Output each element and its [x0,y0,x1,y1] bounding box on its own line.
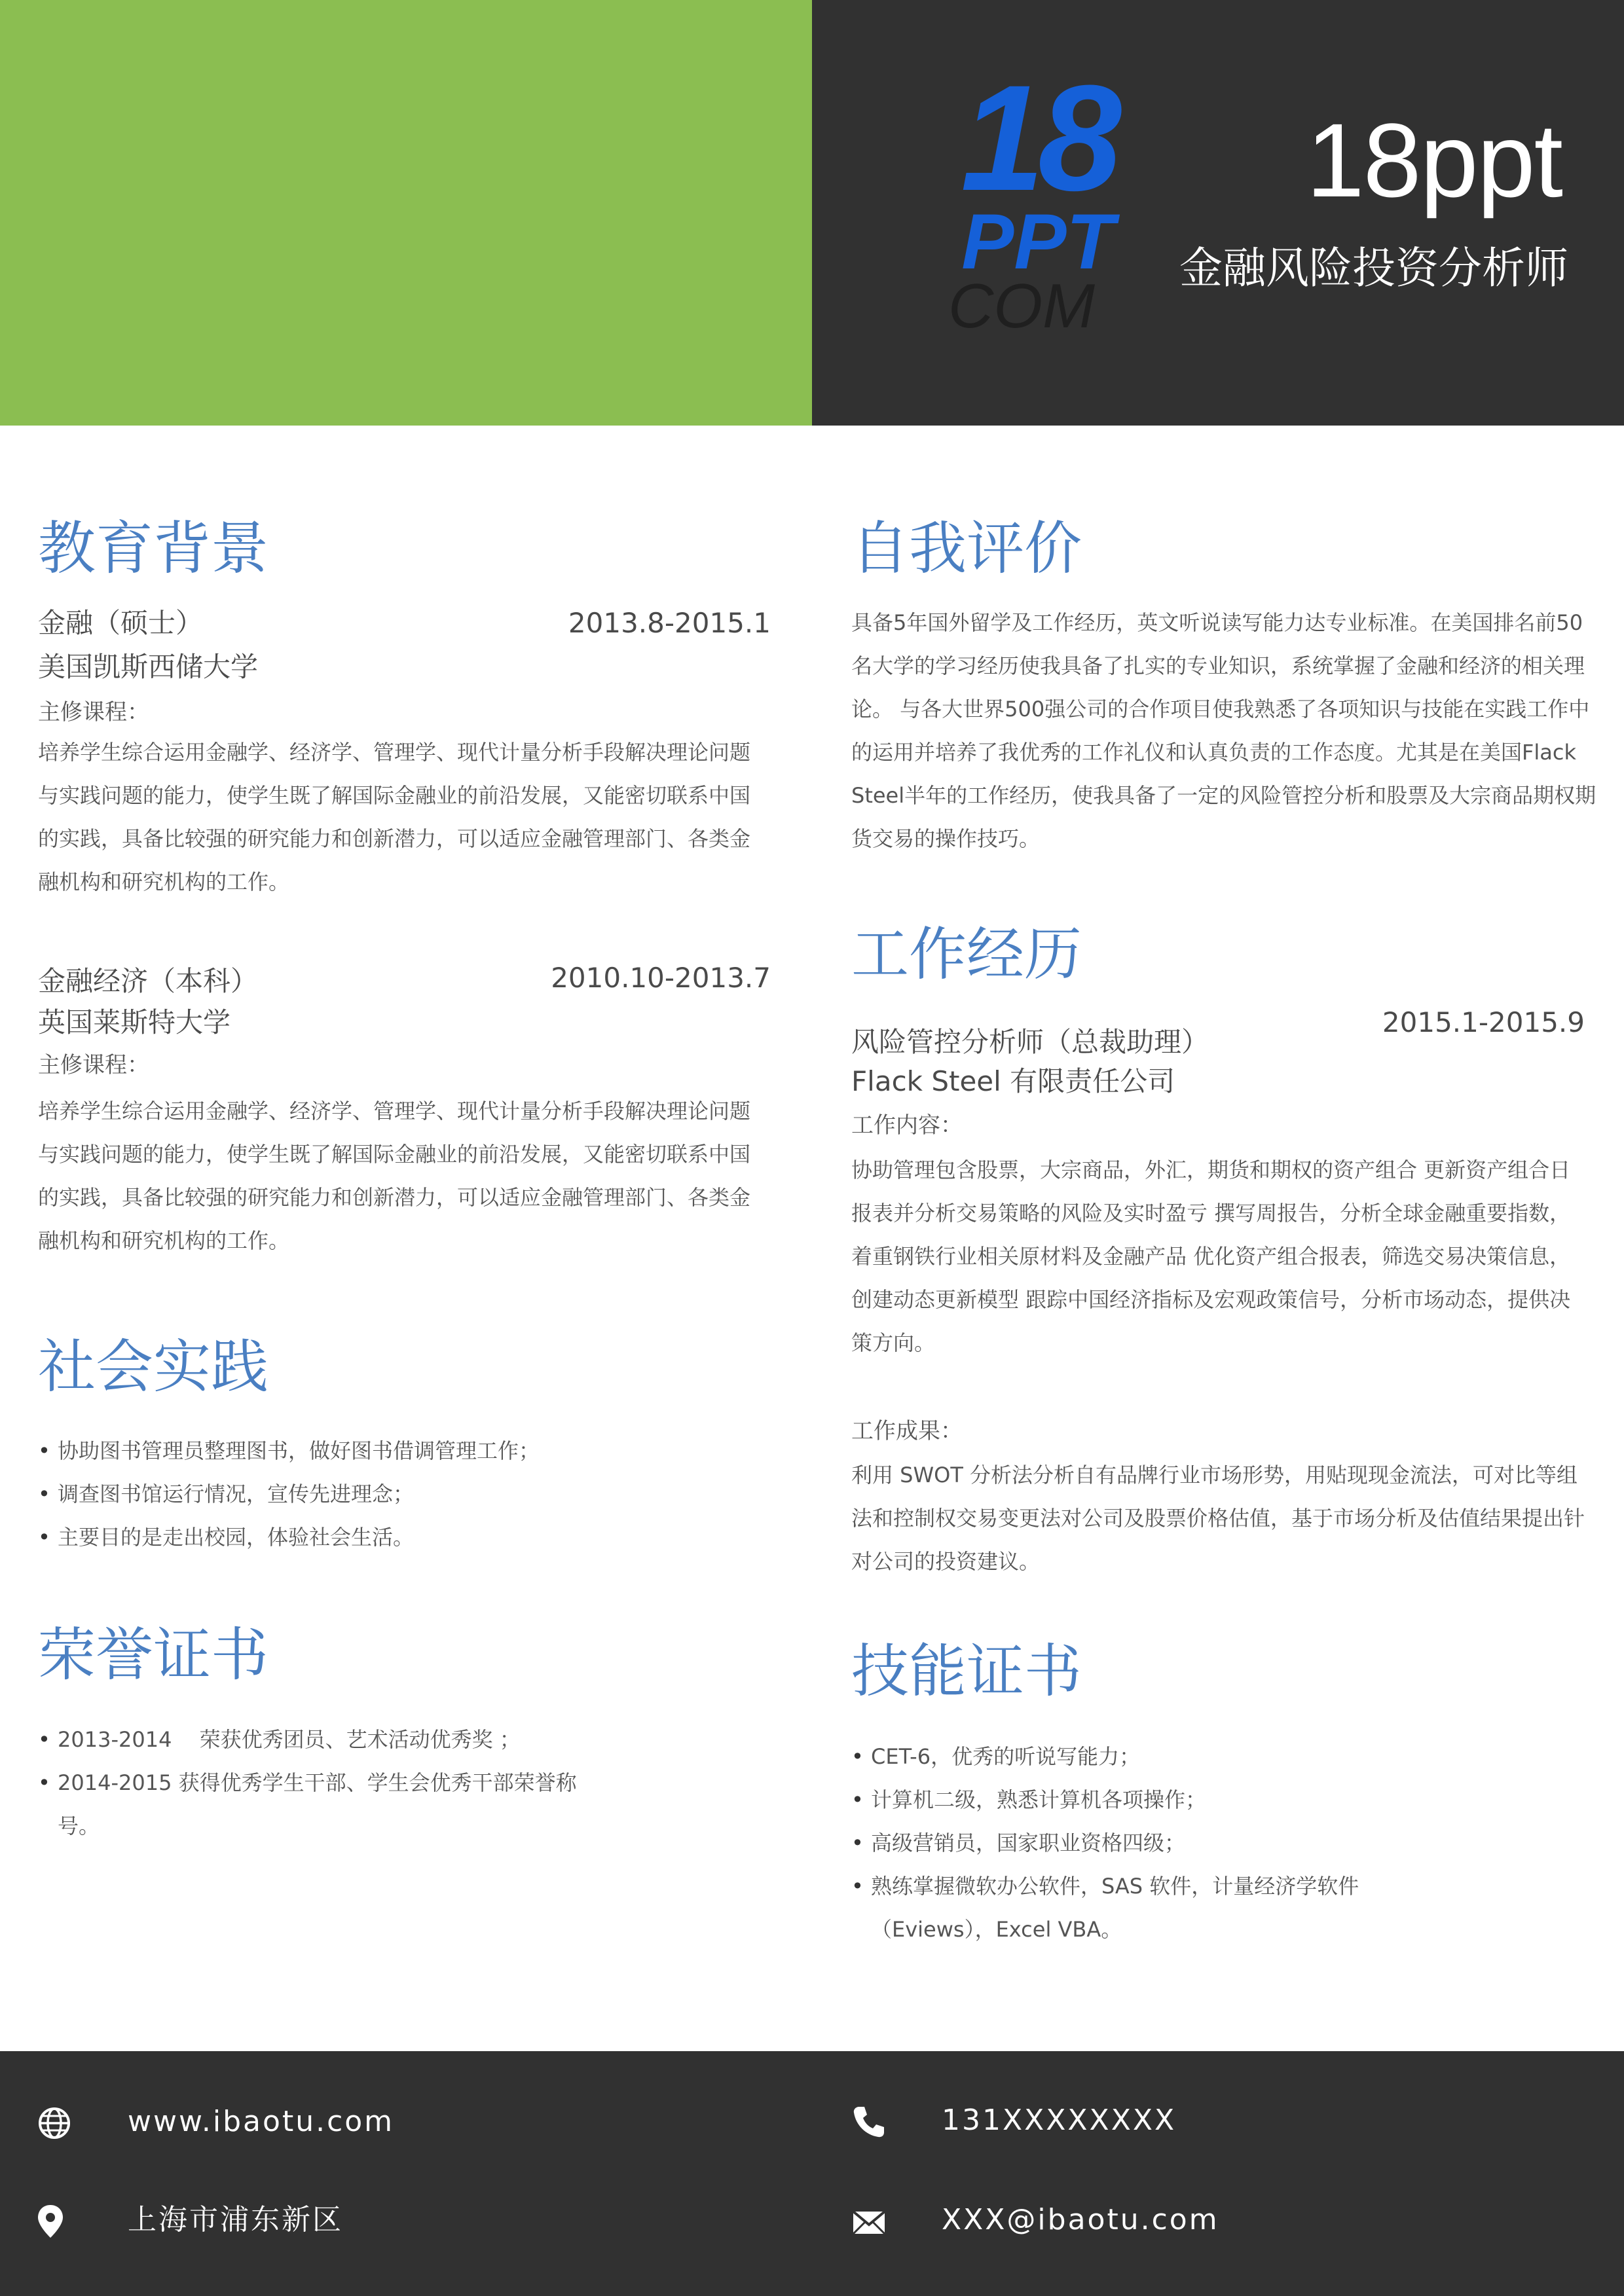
education-1-dates: 2013.8-2015.1 [568,607,771,639]
email-link[interactable]: XXX@ibaotu.com [942,2203,1219,2236]
self-evaluation-heading: 自我评价 [851,515,1082,582]
brand-logo [930,65,1146,340]
website-link[interactable]: www.ibaotu.com [128,2105,395,2138]
list-item: • 主要目的是走出校园，体验社会生活。 [38,1516,765,1559]
work-experience-heading: 工作经历 [851,920,1082,988]
job-title: 金融风险投资分析师 [1179,243,1568,293]
social-practice-list [38,1429,765,1559]
work-position: 风险管控分析师（总裁助理） [851,1026,1209,1058]
list-item: • 高级营销员，国家职业资格四级； [851,1821,1414,1865]
social-practice-heading: 社会实践 [38,1333,269,1400]
education-2-school: 英国莱斯特大学 [38,1006,231,1038]
logo-text-18: 18 [961,65,1115,222]
list-item: • 2013-2014 荣获优秀团员、艺术活动优秀奖 ； [38,1718,608,1761]
header-green-panel [0,0,812,426]
address-text: 上海市浦东新区 [128,2203,343,2236]
phone-link[interactable]: 131XXXXXXXX [942,2104,1177,2137]
contact-footer [0,2051,1624,2296]
list-item: • 2014-2015 获得优秀学生干部、学生会优秀干部荣誉称号。 [38,1761,608,1848]
list-item: • 计算机二级，熟悉计算机各项操作； [851,1778,1414,1821]
list-item: • CET-6，优秀的听说写能力； [851,1735,1414,1778]
candidate-name: 18ppt [1306,101,1562,219]
list-item: • 协助图书管理员整理图书，做好图书借调管理工作； [38,1429,765,1472]
mail-icon [851,2205,887,2240]
honors-heading: 荣誉证书 [38,1621,269,1688]
phone-icon [851,2104,887,2140]
education-1-course-label: 主修课程： [38,699,149,725]
education-1-degree: 金融（硕士） [38,607,204,639]
logo-text-ppt: PPT [961,198,1115,285]
list-item: • 调查图书馆运行情况，宣传先进理念； [38,1472,765,1516]
work-result-text: 利用 SWOT 分析法分析自有品牌行业市场形势，用贴现现金流法，可对比等组法和控制权交易变更法对公司及股票价格估值，基于市场分析及估值结果提出针对公司的投资建议。 [851,1463,1585,1574]
location-pin-icon [33,2204,68,2239]
self-evaluation-text: 具备5年国外留学及工作经历，英文听说读写能力达专业标准。在美国排名前50名大学的学习经历使我具备了扎实的专业知识，系统掌握了金融和经济的相关理论。 与各大世界500强公司的合作项目使我熟悉了各项知识与技能在实践工作中的运用并培养了我优秀的工作礼仪和认真负责的工作态度。尤其是在美国Flack Steel半年的工作经历，使我具备了一定的风险管控分析和股票及大宗商品期权期货交易的操作技巧。 [851,610,1596,851]
honors-list [38,1718,608,1848]
education-heading: 教育背景 [38,515,269,582]
education-2-degree: 金融经济（本科） [38,965,259,997]
work-result-label: 工作成果： [851,1418,963,1444]
education-2-dates: 2010.10-2013.7 [551,962,771,994]
work-company: Flack Steel 有限责任公司 [851,1065,1175,1097]
work-dates: 2015.1-2015.9 [1382,1006,1585,1038]
education-2-description: 培养学生综合运用金融学、经济学、管理学、现代计量分析手段解决理论问题与实践问题的能力，使学生既了解国际金融业的前沿发展，又能密切联系中国的实践，具备比较强的研究能力和创新潜力，可以适应金融管理部门、各类金融机构和研究机构的工作。 [38,1099,751,1253]
work-content-text: 协助管理包含股票，大宗商品，外汇，期货和期权的资产组合 更新资产组合日报表并分析交易策略的风险及实时盈亏 撰写周报告，分析全球金融重要指数，着重钢铁行业相关原材料及金融产品 优化资产组合报表，筛选交易决策信息，创建动态更新模型 跟踪中国经济指标及宏观政策信号，分析市场动态，提供决策方向。 [851,1157,1571,1355]
skills-list [851,1735,1414,1951]
list-item: • 熟练掌握微软办公软件，SAS 软件，计量经济学软件（Eviews），Excel VBA。 [851,1865,1414,1951]
skills-heading: 技能证书 [851,1637,1082,1705]
work-content-label: 工作内容： [851,1112,963,1139]
logo-text-com: COM [948,271,1095,340]
education-1-description: 培养学生综合运用金融学、经济学、管理学、现代计量分析手段解决理论问题与实践问题的能力，使学生既了解国际金融业的前沿发展，又能密切联系中国的实践，具备比较强的研究能力和创新潜力，可以适应金融管理部门、各类金融机构和研究机构的工作。 [38,740,751,894]
education-2-course-label: 主修课程： [38,1052,149,1078]
education-1-school: 美国凯斯西储大学 [38,651,259,683]
globe-icon [37,2105,72,2141]
